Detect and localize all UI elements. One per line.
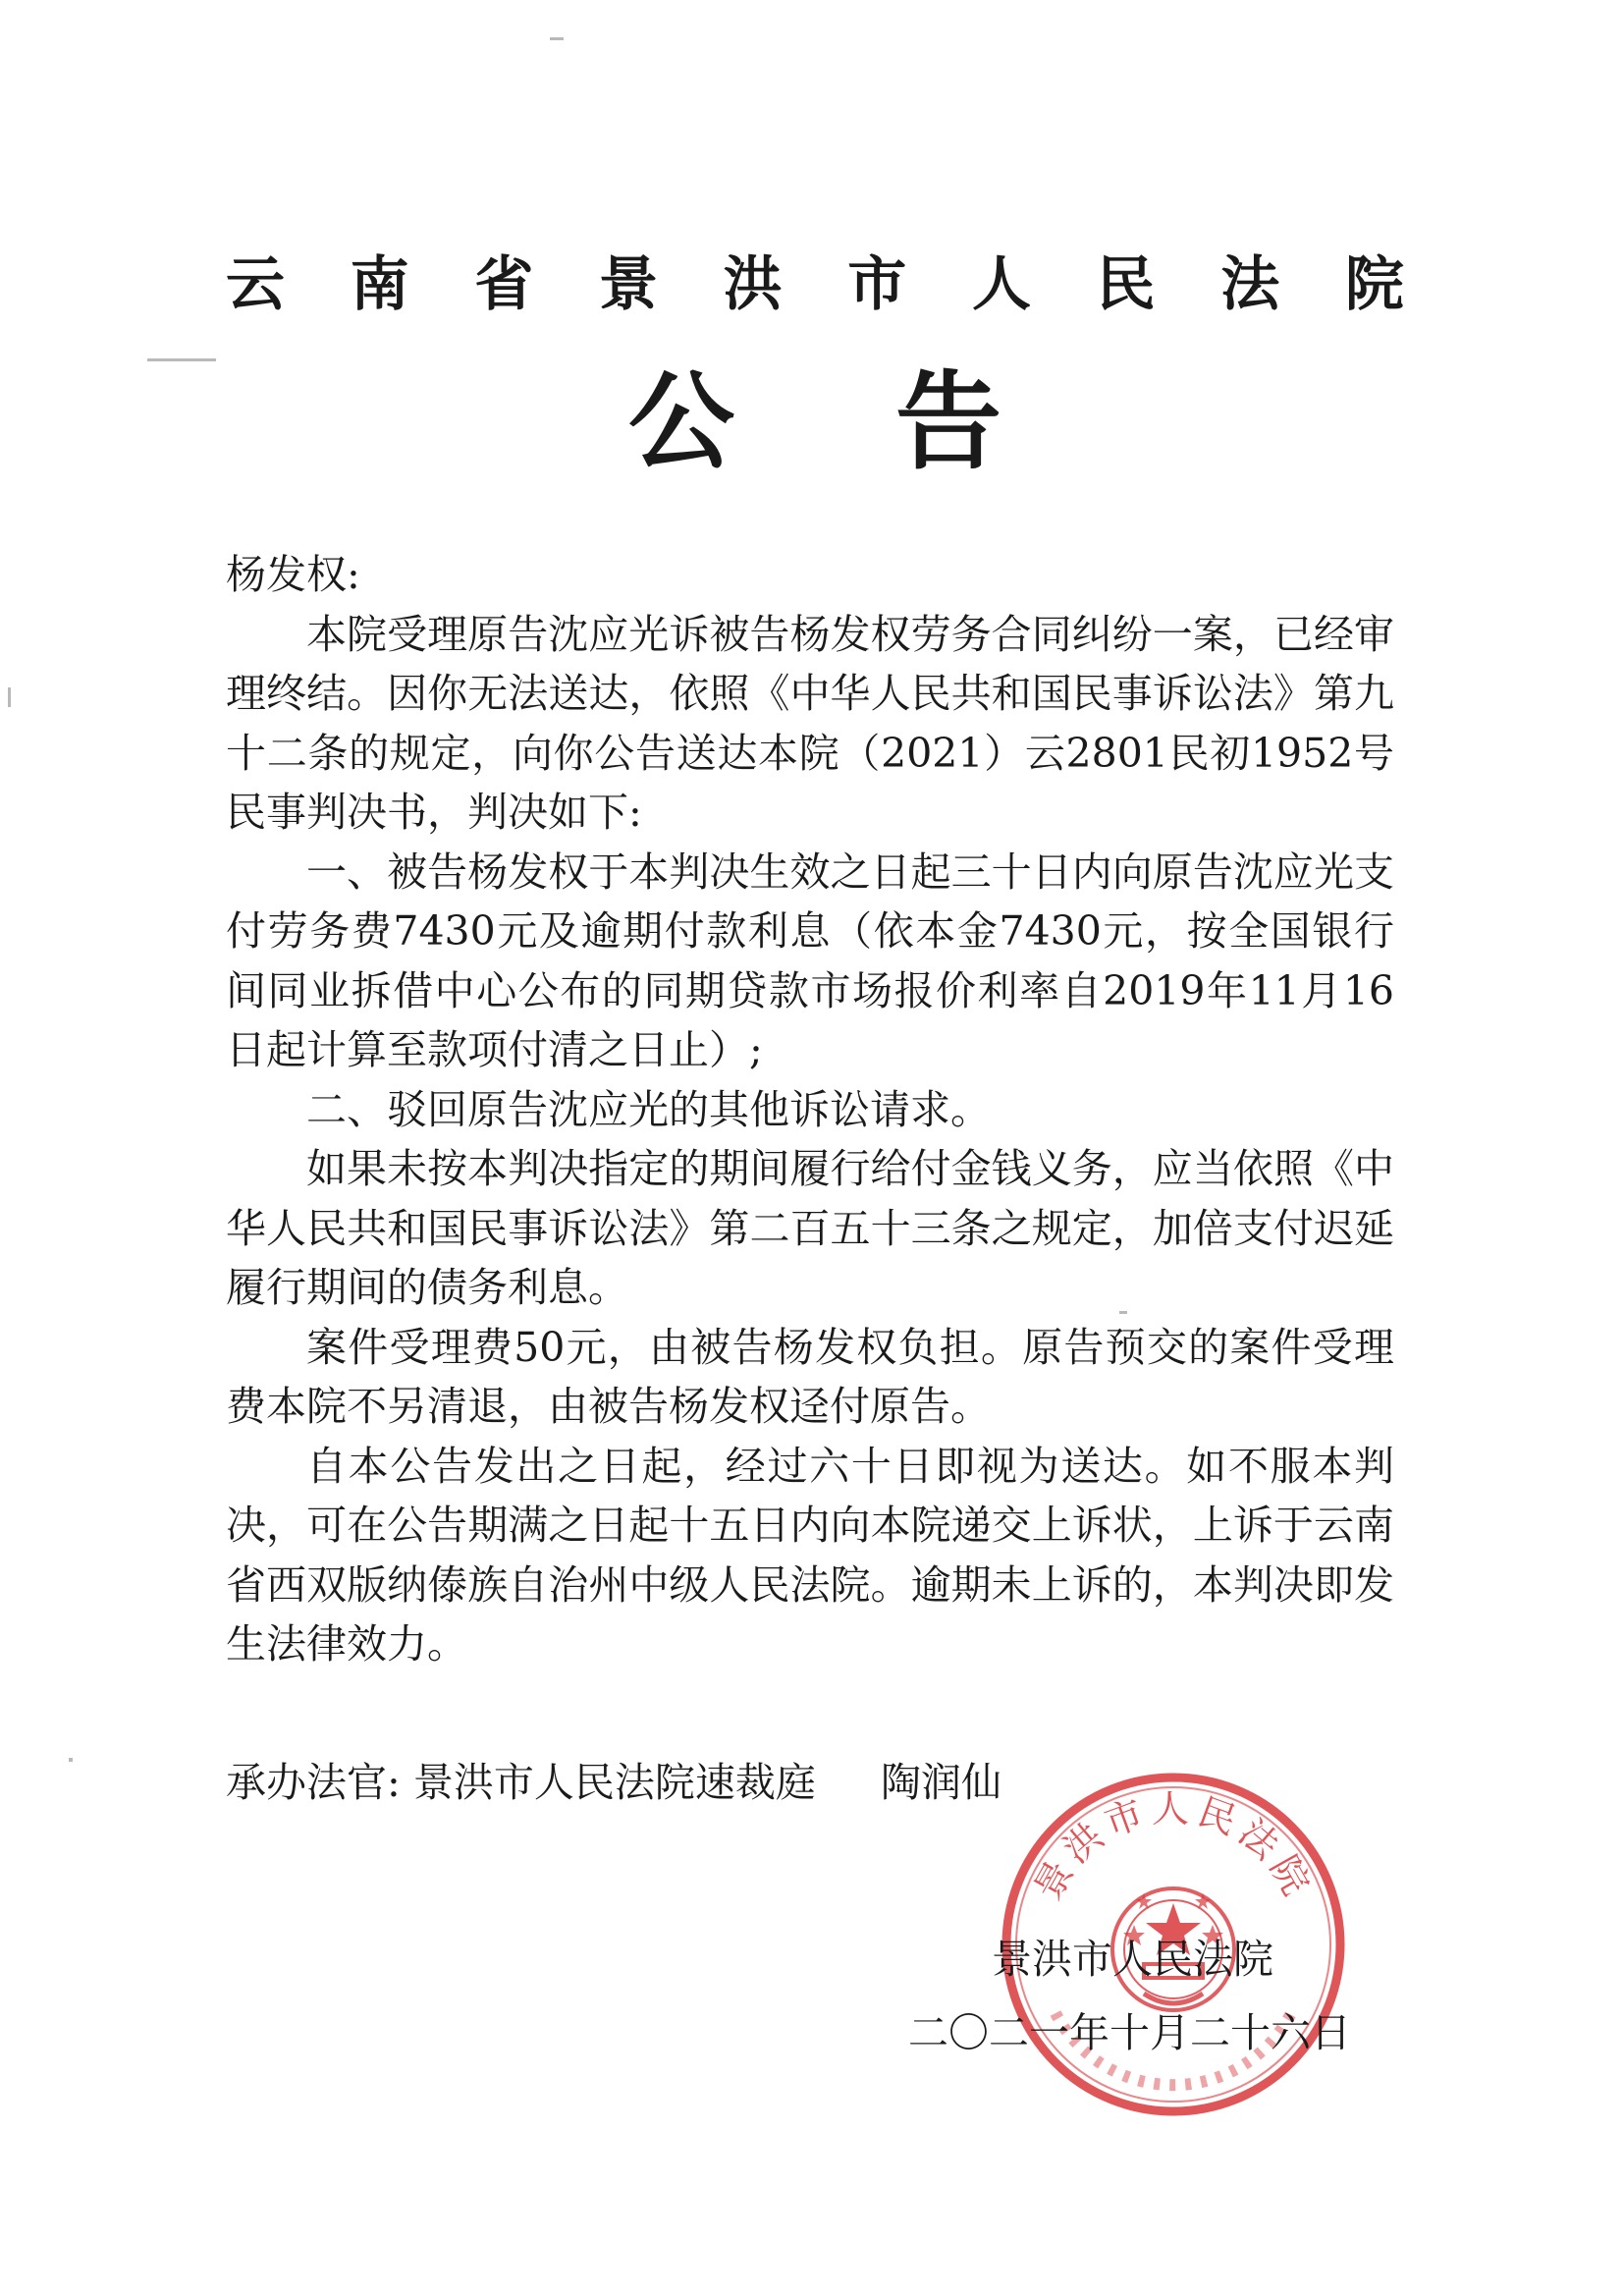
addressee: 杨发权: (226, 551, 360, 598)
paragraph-judgment-item-2: 二、驳回原告沈应光的其他诉讼请求。 (306, 1085, 991, 1133)
title-char: 公 (628, 360, 735, 484)
court-name-char: 省 (474, 250, 534, 319)
issuing-court: 景洪市人民法院 (992, 1936, 1273, 1983)
paragraph-service-appeal: 自本公告发出之日起，经过六十日即视为送达。如不服本判决，可在公告期满之日起十五日内向本院递交上诉状，上诉于云南省西双版纳傣族自治州中级人民法院。逾期未上诉的，本判决即发生法律效力。 (226, 1442, 1394, 1667)
court-name-char: 南 (350, 250, 409, 319)
notice-body (226, 545, 1394, 1674)
court-name-char: 法 (1220, 250, 1280, 319)
court-name-char: 院 (1344, 250, 1404, 319)
court-name-char: 洪 (723, 250, 783, 319)
court-name-char: 民 (1096, 250, 1156, 319)
issue-date: 二〇二一年十月二十六日 (908, 2009, 1351, 2056)
paragraph-case-fee: 案件受理费50元，由被告杨发权负担。原告预交的案件受理费本院不另清退，由被告杨发权迳付原告。 (226, 1323, 1394, 1430)
court-name-heading (226, 236, 1404, 324)
judge-tribunal: 景洪市人民法院速裁庭 (412, 1759, 816, 1806)
court-name-char: 景 (598, 250, 658, 319)
court-name-char: 人 (971, 250, 1031, 319)
paragraph-case-intro: 本院受理原告沈应光诉被告杨发权劳务合同纠纷一案，已经审理终结。因你无法送达，依照《中华人民共和国民事诉讼法》第九十二条的规定，向你公告送达本院（2021）云2801民初1952号民事判决书，判决如下: (226, 610, 1394, 836)
paragraph-judgment-item-1: 一、被告杨发权于本判决生效之日起三十日内向原告沈应光支付劳务费7430元及逾期付款利息（依本金7430元，按全国银行间同业拆借中心公布的同期贷款市场报价利率自2019年11月16日起计算至款项付清之日止）; (226, 847, 1394, 1073)
document-title (628, 349, 1001, 484)
judge-name: 陶润仙 (880, 1759, 1001, 1806)
paragraph-late-payment: 如果未按本判决指定的期间履行给付金钱义务，应当依照《中华人民共和国民事诉讼法》第二百五十三条之规定，加倍支付迟延履行期间的债务利息。 (226, 1145, 1394, 1311)
seal-text: 景洪市人民法院 (1025, 1787, 1322, 1908)
court-name-char: 云 (226, 250, 285, 319)
title-char: 告 (894, 360, 1001, 484)
court-name-char: 市 (847, 250, 907, 319)
judge-label: 承办法官: (226, 1759, 401, 1806)
